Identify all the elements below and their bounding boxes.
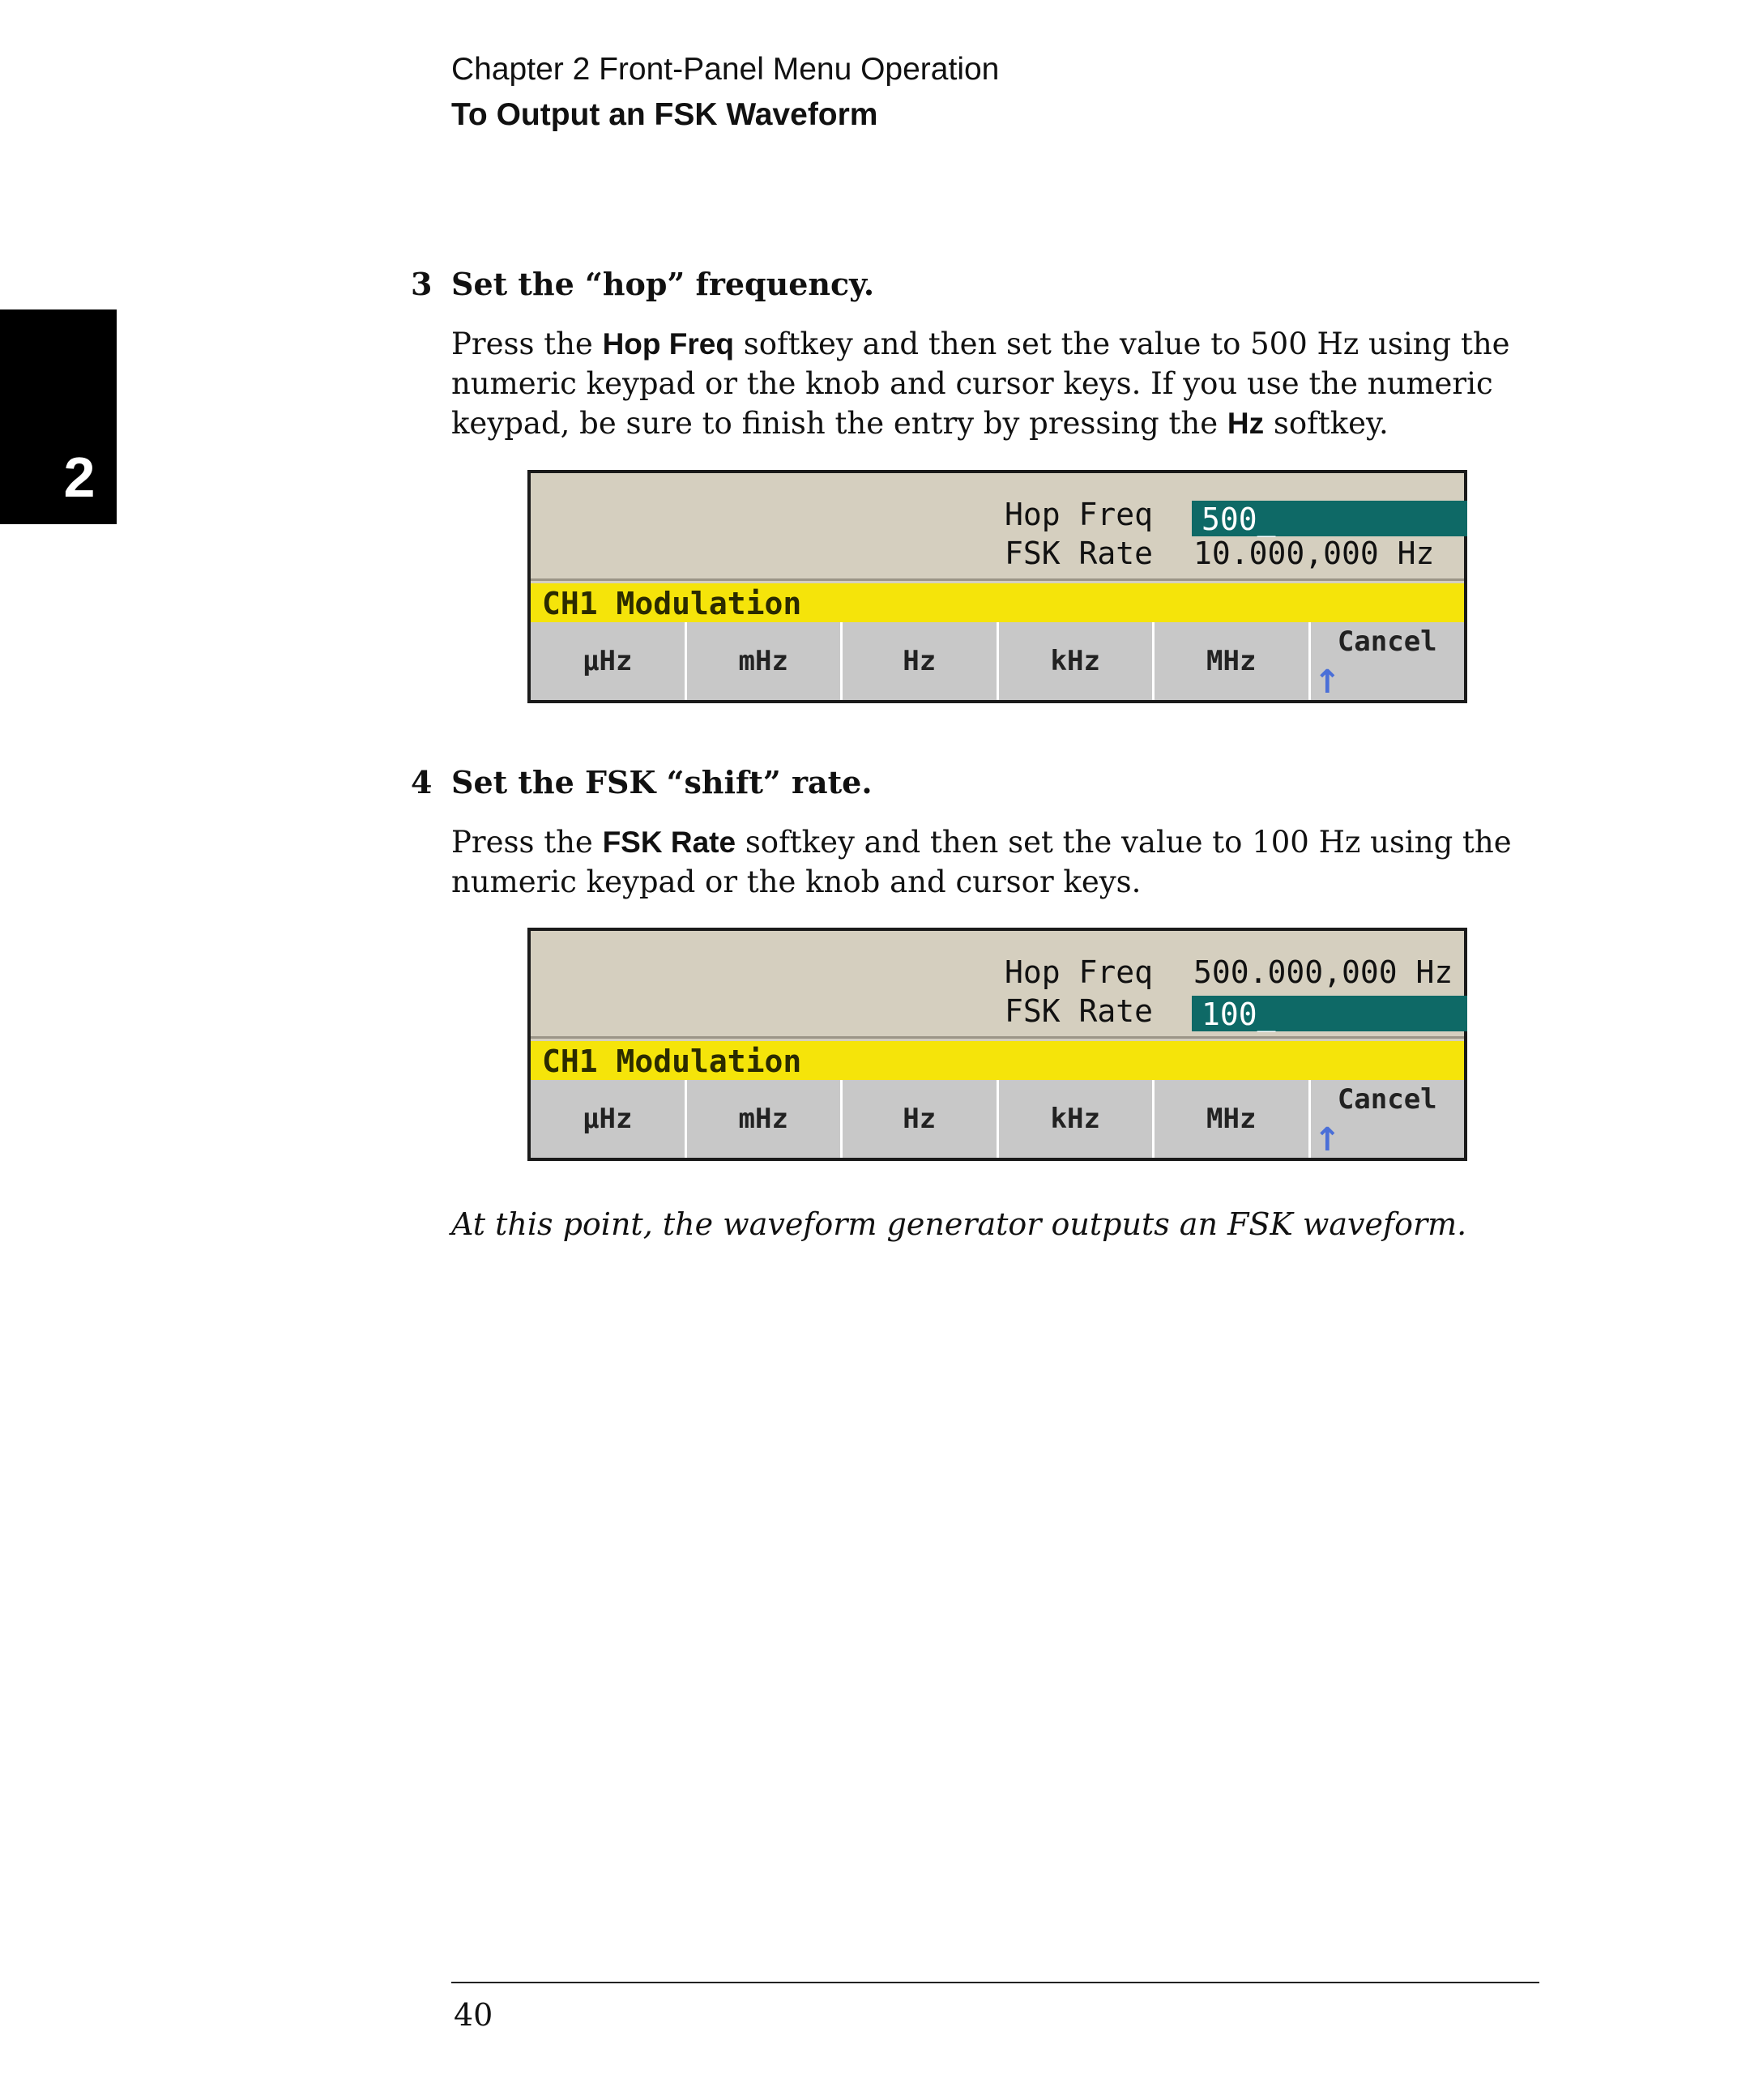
step-3-bold-hz: Hz	[1227, 407, 1265, 440]
step-4-heading: Set the FSK “shift” rate.	[451, 764, 873, 800]
softkey-hz[interactable]: Hz	[843, 622, 999, 700]
chapter-tab-number: 2	[63, 446, 96, 509]
step-3-heading: Set the “hop” frequency.	[451, 266, 875, 302]
up-arrow-icon: ↑	[1313, 1121, 1342, 1159]
lcd2-fsk-rate-value: 100_	[1192, 996, 1467, 1031]
lcd1-fsk-rate-label: FSK Rate	[1005, 536, 1154, 571]
lcd1-hop-freq-value: 500_	[1192, 501, 1467, 536]
lcd-display-1	[527, 470, 1467, 703]
step-3-text-3: softkey.	[1264, 406, 1389, 441]
step-4-text-1: Press the	[451, 825, 603, 860]
lcd2-hop-freq-label: Hop Freq	[1005, 954, 1154, 990]
step-3-number: 3	[411, 266, 433, 302]
softkey-uhz[interactable]: µHz	[531, 1080, 687, 1158]
step-3-text-1: Press the	[451, 327, 603, 361]
lcd1-softkey-row	[531, 622, 1464, 700]
softkey-mhz-milli[interactable]: mHz	[687, 1080, 843, 1158]
section-title: To Output an FSK Waveform	[451, 97, 878, 132]
step-4-paragraph	[451, 822, 1537, 902]
chapter-tab	[0, 309, 117, 524]
footer-rule	[451, 1982, 1539, 1983]
closing-note: At this point, the waveform generator outputs an FSK waveform.	[451, 1206, 1467, 1242]
lcd2-fsk-rate-label: FSK Rate	[1005, 993, 1154, 1029]
lcd1-modulation-bar: CH1 Modulation	[531, 583, 1464, 624]
lcd1-fsk-rate-value: 10.000,000 Hz	[1193, 536, 1435, 571]
softkey-cancel-label: Cancel	[1337, 625, 1437, 658]
lcd2-softkey-row	[531, 1080, 1464, 1158]
softkey-mhz-mega[interactable]: MHz	[1155, 622, 1311, 700]
lcd1-hop-freq-label: Hop Freq	[1005, 497, 1154, 532]
lcd2-modulation-bar: CH1 Modulation	[531, 1041, 1464, 1082]
softkey-uhz[interactable]: µHz	[531, 622, 687, 700]
step-3-bold-hop-freq: Hop Freq	[602, 327, 734, 361]
softkey-khz[interactable]: kHz	[999, 1080, 1155, 1158]
step-4-number: 4	[411, 764, 433, 800]
lcd2-hop-freq-value: 500.000,000 Hz	[1193, 954, 1453, 990]
softkey-khz[interactable]: kHz	[999, 622, 1155, 700]
step-3-text-2: softkey and then set the value to 500 Hz using the numeric keypad or the knob and cursor keys. If you use the numeric keypad, be sure to finish the entry by pressing the	[451, 327, 1510, 441]
step-4-bold-fsk-rate: FSK Rate	[602, 826, 736, 859]
softkey-mhz-mega[interactable]: MHz	[1155, 1080, 1311, 1158]
softkey-cancel-label: Cancel	[1337, 1083, 1437, 1116]
up-arrow-icon: ↑	[1313, 664, 1342, 701]
chapter-label: Chapter 2 Front-Panel Menu Operation	[451, 52, 1000, 87]
softkey-mhz-milli[interactable]: mHz	[687, 622, 843, 700]
softkey-hz[interactable]: Hz	[843, 1080, 999, 1158]
step-4-text-2: softkey and then set the value to 100 Hz using the numeric keypad or the knob and cursor keys.	[451, 825, 1512, 899]
lcd1-separator	[531, 578, 1464, 581]
running-header	[451, 47, 999, 138]
softkey-cancel[interactable]	[1311, 622, 1465, 700]
step-3-paragraph	[451, 324, 1537, 443]
lcd-display-2	[527, 928, 1467, 1161]
page-number: 40	[454, 1997, 493, 2033]
softkey-cancel[interactable]	[1311, 1080, 1465, 1158]
lcd2-separator	[531, 1036, 1464, 1039]
